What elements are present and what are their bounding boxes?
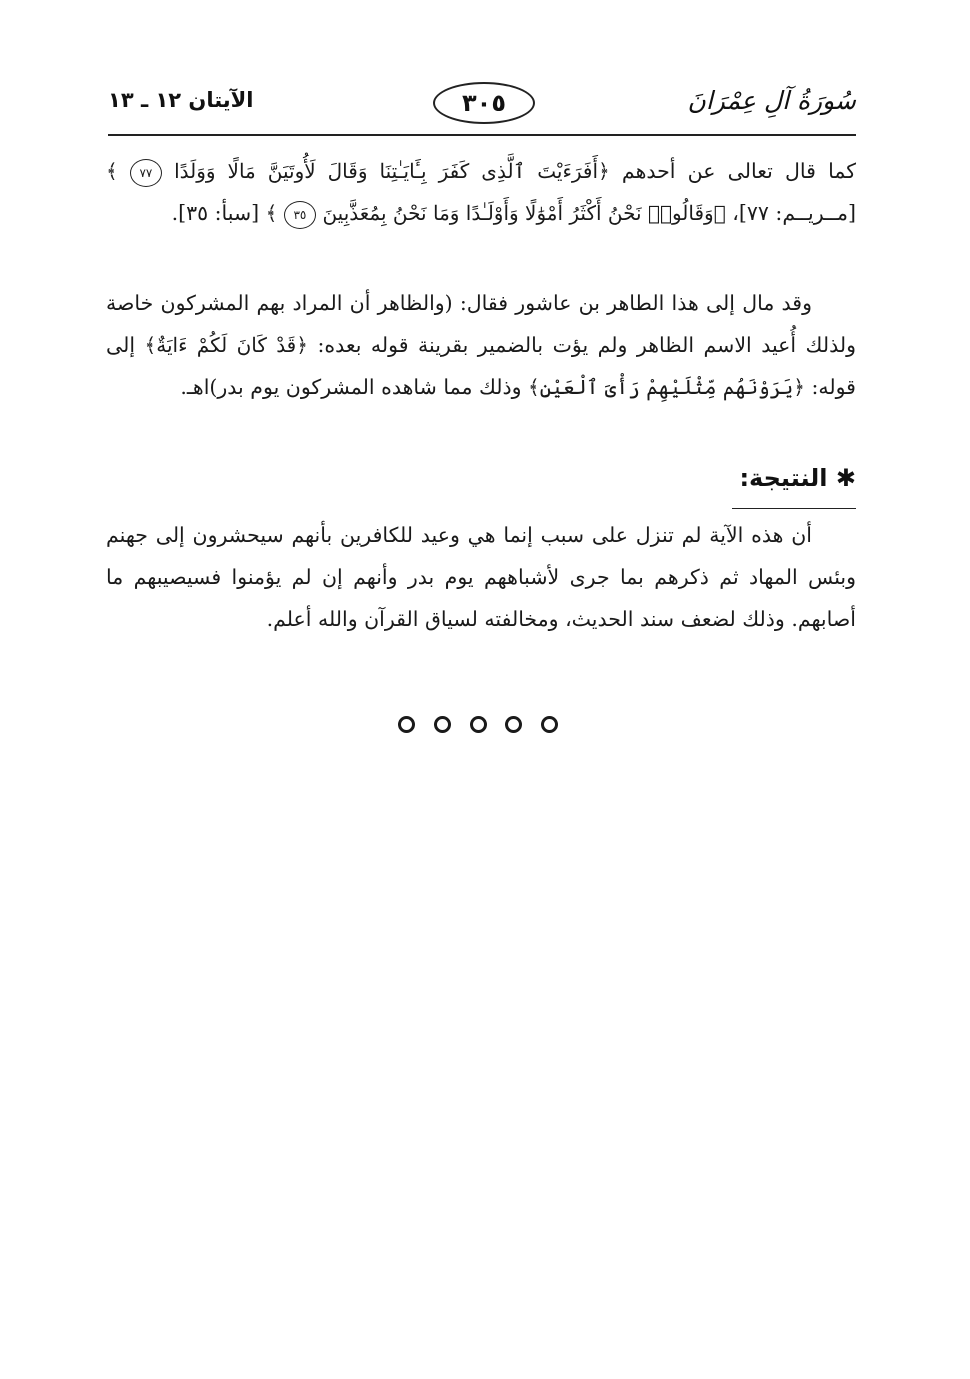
- quran-quote-maryam: ﴿أَفَرَءَيْتَ ٱلَّذِى كَفَرَ بِـَٔايَـٰتِنَا وَقَالَ لَأُوتَيَنَّ مَالًا وَوَلَدًا: [174, 159, 610, 183]
- quran-quote: ﴿قَدْ كَانَ لَكُمْ ءَايَةٌ﴾: [144, 333, 308, 357]
- paragraph-conclusion: [106, 514, 856, 640]
- ring-icon: [505, 716, 522, 733]
- surah-title: سُورَةُ آلِ عِمْرَانَ: [687, 86, 856, 115]
- paragraph-text: أن هذه الآية لم تنزل على سبب إنما هي وعيد للكافرين بأنهم سيحشرون إلى جهنم وبئس المهاد ثم ذكرهم بما جرى لأشباههم يوم بدر وأنهم إن لم يؤمنوا فسيصيبهم ما أصابهم. وذلك لضعف سند الحديث، ومخالفته لسياق القرآن والله أعلم.: [106, 523, 856, 631]
- ring-icon: [541, 716, 558, 733]
- reference-saba: [سبأ: ٣٥].: [171, 201, 260, 225]
- end-ornament: [398, 712, 558, 736]
- quran-quote-close: ﴾: [265, 201, 278, 225]
- paragraph-text: وقد مال إلى هذا الطاهر بن عاشور فقال: (والظاهر أن المراد بهم المشركون خاصة ولذلك أُعيد الاسم الظاهر ولم يؤت بالضمير بقرينة قوله بعده:: [106, 291, 856, 357]
- reference-maryam: [مــريــم: ٧٧]،: [732, 201, 856, 225]
- star-icon: ✱: [835, 464, 856, 492]
- ayah-number-marker: ٣٥: [284, 201, 316, 229]
- paragraph-quran-examples: [106, 150, 856, 234]
- ayah-number-marker: ٧٧: [130, 159, 162, 187]
- quran-quote-close: ﴾: [106, 159, 118, 183]
- quran-quote: ﴿يَرَوْنَهُم مِّثْلَيْهِمْ رَأْىَ ٱلْعَيْنِ﴾: [528, 375, 805, 399]
- quran-quote-saba: ﴿وَقَالُوا۟ نَحْنُ أَكْثَرُ أَمْوَٰلًا وَأَوْلَـٰدًا وَمَا نَحْنُ بِمُعَذَّبِينَ: [322, 201, 726, 225]
- paragraph-text: وذلك مما شاهده المشركون يوم بدر)اهـ.: [180, 375, 522, 399]
- ring-icon: [398, 716, 415, 733]
- section-heading: [739, 464, 856, 492]
- heading-text: النتيجة:: [739, 464, 828, 492]
- ring-icon: [434, 716, 451, 733]
- header-divider: [108, 134, 856, 136]
- page-header: [108, 82, 856, 128]
- page-number: ٣٠٥: [433, 82, 535, 124]
- ring-icon: [470, 716, 487, 733]
- lead-text: كما قال تعالى عن أحدهم: [621, 159, 856, 183]
- paragraph-text: إلى قوله:: [106, 333, 856, 399]
- verse-range: الآيتان ١٢ ـ ١٣: [108, 88, 254, 112]
- heading-underline: [732, 508, 856, 509]
- paragraph-ibn-ashur: [106, 282, 856, 408]
